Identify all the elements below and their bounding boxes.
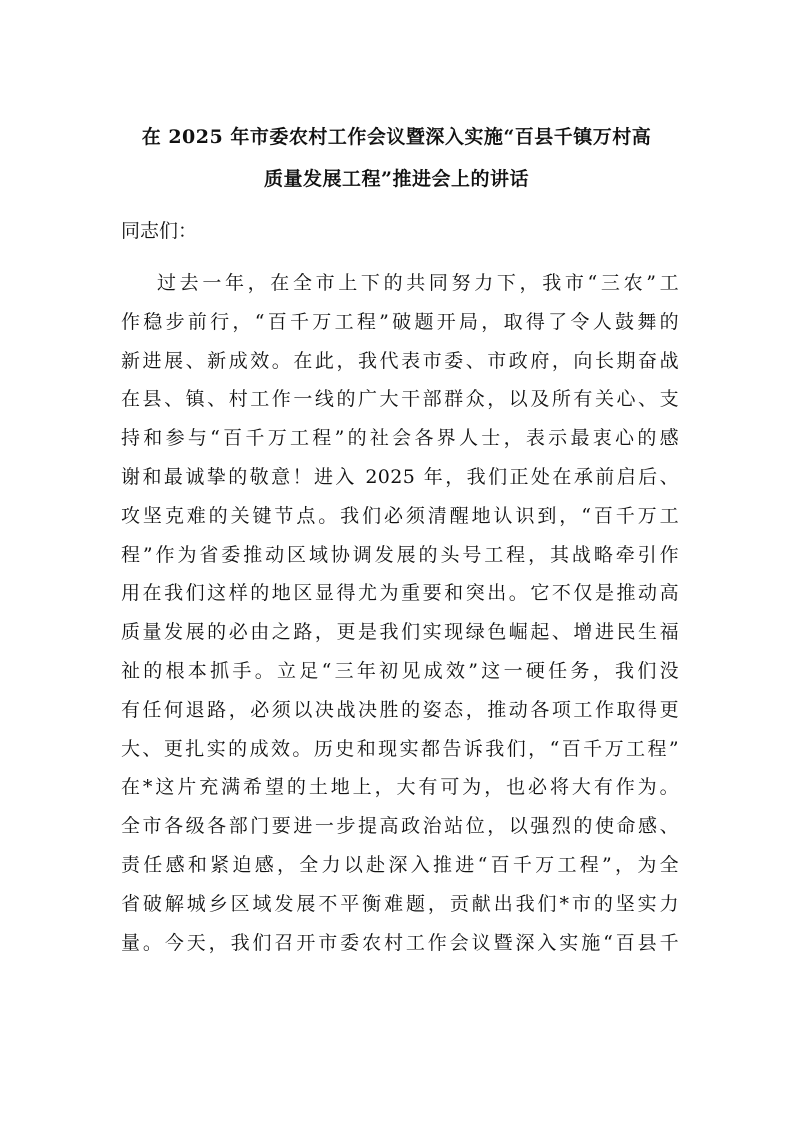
title-line: 质量发展工程”推进会上的讲话	[264, 168, 529, 190]
paragraph-line: 大、更扎实的成效。历史和现实都告诉我们，“百千万工程”	[121, 737, 679, 760]
paragraph-line: 用在我们这样的地区显得尤为重要和突出。它不仅是推动高	[121, 582, 679, 605]
title-line: 在 2025 年市委农村工作会议暨深入实施“百县千镇万村高	[141, 126, 652, 148]
paragraph-line: 谢和最诚挚的敬意！进入 2025 年，我们正处在承前启后、	[121, 465, 679, 488]
paragraph-line: 有任何退路，必须以决战决胜的姿态，推动各项工作取得更	[121, 698, 679, 721]
paragraph-line: 祉的根本抓手。立足“三年初见成效”这一硬任务，我们没	[121, 659, 679, 682]
paragraph-line: 在县、镇、村工作一线的广大干部群众，以及所有关心、支	[121, 388, 679, 411]
paragraph-line: 持和参与“百千万工程”的社会各界人士，表示最衷心的感	[121, 427, 679, 450]
paragraph-line: 省破解城乡区域发展不平衡难题，贡献出我们*市的坚实力	[121, 892, 679, 915]
paragraph-line: 新进展、新成效。在此，我代表市委、市政府，向长期奋战	[121, 349, 679, 372]
paragraph-line: 全市各级各部门要进一步提高政治站位，以强烈的使命感、	[121, 815, 679, 838]
speech-paragraph	[121, 264, 679, 962]
paragraph-line: 量。今天，我们召开市委农村工作会议暨深入实施“百县千	[121, 931, 679, 954]
paragraph-line: 质量发展的必由之路，更是我们实现绿色崛起、增进民生福	[121, 621, 679, 644]
paragraph-line: 作稳步前行，“百千万工程”破题开局，取得了令人鼓舞的	[121, 310, 679, 333]
salutation: 同志们：	[121, 220, 198, 242]
paragraph-line: 在*这片充满希望的土地上，大有可为，也必将大有作为。	[121, 776, 679, 799]
paragraph-line: 程”作为省委推动区域协调发展的头号工程，其战略牵引作	[121, 543, 679, 566]
document-title	[90, 116, 703, 200]
paragraph-line: 攻坚克难的关键节点。我们必须清醒地认识到，“百千万工	[121, 504, 679, 527]
paragraph-line: 过去一年，在全市上下的共同努力下，我市“三农”工	[157, 272, 679, 294]
paragraph-line: 责任感和紧迫感，全力以赴深入推进“百千万工程”，为全	[121, 853, 679, 876]
